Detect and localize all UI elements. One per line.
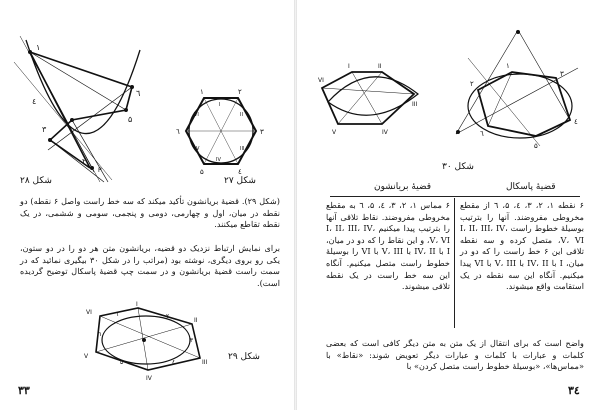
figure-28 bbox=[8, 32, 158, 182]
fig27-label-2: ۲ bbox=[238, 88, 242, 96]
fig27-label-6: ٦ bbox=[176, 128, 180, 136]
fig30-label-5: ۵ bbox=[534, 142, 538, 150]
fig29-label-IV: IV bbox=[146, 375, 152, 382]
fig29-label-6: ٦ bbox=[98, 331, 102, 338]
fig29-label-II: II bbox=[194, 317, 198, 324]
figure-29 bbox=[78, 302, 218, 382]
fig29-label-V: V bbox=[84, 353, 89, 360]
fig30-label-4: ٤ bbox=[574, 118, 578, 126]
fig28-label-2: ۲ bbox=[82, 157, 87, 166]
fig27-label-V: V bbox=[196, 146, 200, 152]
fig28-label-1: ۱ bbox=[36, 43, 41, 52]
right-final-paragraph: واضح است که برای انتقال از یک متن به متن دیگر کافی است که بعضی کلمات و عبارات با کلمات و عبارات دیگر تعویض شوند: «نقاط» با «مماس‌ها»، «بوسیلهٔ خطوط راست متصل کردن» با bbox=[326, 338, 584, 372]
fig27-label-I: I bbox=[219, 102, 221, 108]
figure-27 bbox=[176, 86, 266, 176]
fig29-label-III: III bbox=[202, 359, 208, 366]
fig27-label-II: II bbox=[240, 112, 243, 118]
fig28-label-6: ٦ bbox=[136, 89, 141, 98]
fig30-label-1: ۱ bbox=[506, 62, 510, 70]
pascal-column-text: ۶ نقطه ۱، ۲، ۳، ٤، ۵، ٦ از مقطع مخروطی مفروضند. آنها را بترتیب بوسیلهٔ خطوط راست I، II، III، IV، V، VI، متصل کرده و سه نقطه تلاقی این ۶ خط راست را که دو در میان، I با IV، II با V، III با VI پیدا میکنیم. آنگاه این سه نقطه در یک استقامت واقع میشوند. bbox=[460, 200, 585, 292]
fig30-label-II: II bbox=[378, 63, 382, 70]
fig27-label-5: ۵ bbox=[200, 168, 204, 176]
fig27-label-1: ۱ bbox=[200, 88, 204, 96]
fig30-label-V: V bbox=[332, 129, 337, 136]
right-page-number: ۳٤ bbox=[568, 384, 580, 397]
fig29-label-1: ۱ bbox=[116, 311, 120, 318]
left-page-number: ۳۳ bbox=[18, 384, 30, 397]
fig29-label-3: ۳ bbox=[190, 337, 194, 344]
fig27-label-4: ٤ bbox=[238, 168, 242, 176]
fig29-label-VI: VI bbox=[86, 309, 92, 316]
fig27-label-III: III bbox=[240, 146, 245, 152]
fig28-label-5: ۵ bbox=[128, 115, 133, 124]
right-page bbox=[300, 0, 596, 410]
fig29-label-2: ۲ bbox=[166, 313, 170, 320]
fig28-label-3: ۳ bbox=[42, 125, 47, 134]
caption-fig-30: شکل ۳۰ bbox=[442, 162, 474, 172]
left-page bbox=[0, 0, 296, 410]
fig30-label-2: ۲ bbox=[470, 80, 474, 88]
column-divider bbox=[454, 198, 455, 328]
fig27-label-3: ۳ bbox=[260, 128, 264, 136]
fig30-label-I: I bbox=[348, 63, 350, 70]
fig27-label-VI: VI bbox=[194, 112, 199, 118]
fig30-label-6: ٦ bbox=[480, 130, 484, 138]
left-paragraph-2: برای نمایش ارتباط نزدیک دو قضیه، بریانشون متن هر دو را در دو ستون، یکی رو بروی دیگری، نوشته بود (مراتب را در شکل ۳۰ بیگیری نمائید که در سمت راست قضیهٔ بریانشون و در سمت چپ قضیهٔ پاسکال توضیح گردیده است). bbox=[20, 243, 280, 288]
figure-30 bbox=[308, 28, 588, 158]
fig28-label-4: ٤ bbox=[32, 97, 37, 106]
fig30-label-IV: IV bbox=[382, 129, 388, 136]
fig30-label-3: ۳ bbox=[560, 70, 564, 78]
fig29-label-5: ۵ bbox=[120, 359, 124, 366]
fig27-label-IV: IV bbox=[216, 157, 221, 163]
caption-fig-29: شکل ۲۹ bbox=[228, 352, 260, 362]
fig30-label-VI: VI bbox=[318, 77, 324, 84]
column-header-pascal: قضیهٔ پاسکال bbox=[506, 182, 556, 192]
fig29-label-I: I bbox=[136, 301, 138, 308]
fig28-label-p: P bbox=[98, 167, 102, 174]
column-header-rule bbox=[330, 196, 580, 197]
caption-fig-27: شکل ۲۷ bbox=[224, 176, 256, 186]
caption-fig-28: شکل ۲۸ bbox=[20, 176, 52, 186]
left-paragraph-1: (شکل ۲۹). قضیهٔ بریانشون تأکید میکند که سه خط راست واصل ۶ نقطه) دو نقطه در میان، اول و چهارمی، دومی و پنجمی، سومی و ششمی، در یک نقطه تقاطع میکنند. bbox=[20, 196, 280, 230]
column-header-brianchon: قضیهٔ بریانشون bbox=[374, 182, 432, 192]
fig30-label-III: III bbox=[412, 101, 418, 108]
fig29-label-4: ٤ bbox=[172, 359, 176, 366]
brianchon-column-text: ۶ مماس ۱، ۲، ۳، ٤، ۵، ٦ به مقطع مخروطی مفروضند. نقاط تلاقی آنها را بترتیب پیدا میکنیم I، II، III، IV، V، VI، و این نقاط را که دو در میان، I با IV، II با V، III با VI را بوسیلهٔ خطوط راست متصل میکنیم. آنگاه این سه خط راست در یک نقطه تلاقی میشوند. bbox=[326, 200, 450, 292]
